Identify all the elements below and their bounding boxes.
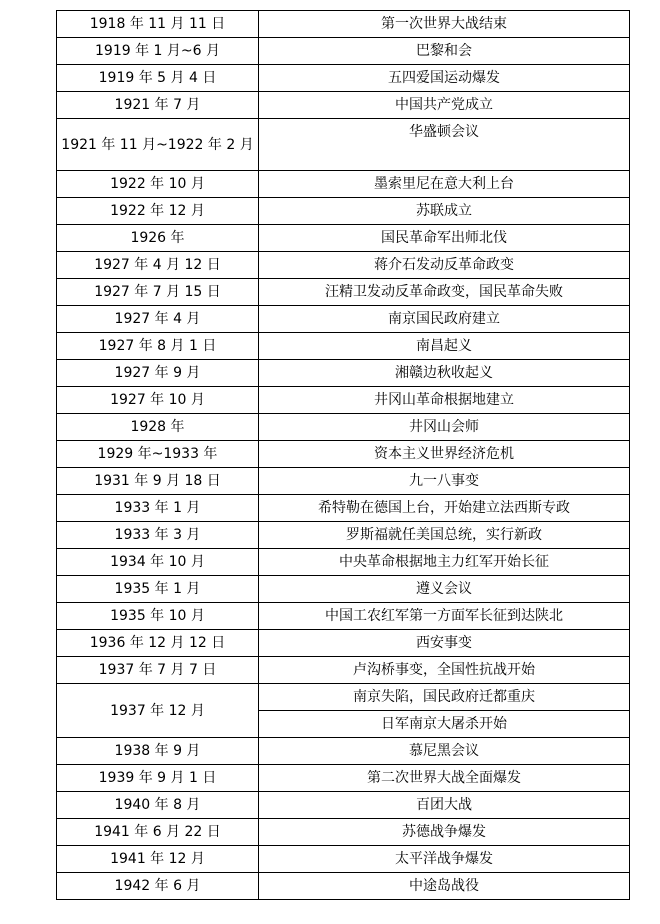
table-row (57, 576, 630, 603)
table-row (57, 846, 630, 873)
event-cell: 第二次世界大战全面爆发 (259, 765, 630, 792)
date-cell: 1927 年 4 月 12 日 (57, 252, 259, 279)
date-cell: 1921 年 7 月 (57, 92, 259, 119)
table-row (57, 225, 630, 252)
timeline-table (56, 10, 630, 900)
table-row (57, 171, 630, 198)
date-cell: 1938 年 9 月 (57, 738, 259, 765)
event-cell: 墨索里尼在意大利上台 (259, 171, 630, 198)
event-cell: 苏联成立 (259, 198, 630, 225)
event-cell: 太平洋战争爆发 (259, 846, 630, 873)
table-row (57, 38, 630, 65)
table-row (57, 92, 630, 119)
date-cell: 1937 年 12 月 (57, 684, 259, 738)
event-cell: 五四爱国运动爆发 (259, 65, 630, 92)
event-cell: 苏德战争爆发 (259, 819, 630, 846)
date-cell: 1934 年 10 月 (57, 549, 259, 576)
table-row (57, 252, 630, 279)
event-cell: 遵义会议 (259, 576, 630, 603)
event-cell: 湘赣边秋收起义 (259, 360, 630, 387)
table-row (57, 468, 630, 495)
table-row (57, 603, 630, 630)
event-cell: 中国工农红军第一方面军长征到达陕北 (259, 603, 630, 630)
event-cell: 卢沟桥事变，全国性抗战开始 (259, 657, 630, 684)
table-row (57, 765, 630, 792)
table-row (57, 441, 630, 468)
event-cell: 百团大战 (259, 792, 630, 819)
date-cell: 1928 年 (57, 414, 259, 441)
table-row (57, 333, 630, 360)
date-cell: 1933 年 1 月 (57, 495, 259, 522)
date-cell: 1941 年 6 月 22 日 (57, 819, 259, 846)
event-cell: 汪精卫发动反革命政变，国民革命失败 (259, 279, 630, 306)
table-row (57, 11, 630, 38)
date-cell: 1922 年 10 月 (57, 171, 259, 198)
event-cell: 九一八事变 (259, 468, 630, 495)
event-cell: 资本主义世界经济危机 (259, 441, 630, 468)
table-row (57, 873, 630, 900)
timeline-body (57, 11, 630, 900)
date-cell: 1940 年 8 月 (57, 792, 259, 819)
date-cell: 1921 年 11 月~1922 年 2 月 (57, 119, 259, 171)
date-cell: 1935 年 1 月 (57, 576, 259, 603)
date-cell: 1942 年 6 月 (57, 873, 259, 900)
event-cell: 国民革命军出师北伐 (259, 225, 630, 252)
table-row (57, 279, 630, 306)
table-row (57, 495, 630, 522)
table-row (57, 738, 630, 765)
date-cell: 1936 年 12 月 12 日 (57, 630, 259, 657)
event-cell: 第一次世界大战结束 (259, 11, 630, 38)
table-row (57, 819, 630, 846)
date-cell: 1927 年 7 月 15 日 (57, 279, 259, 306)
event-cell: 南京国民政府建立 (259, 306, 630, 333)
table-row (57, 684, 630, 711)
date-cell: 1927 年 8 月 1 日 (57, 333, 259, 360)
event-cell: 井冈山会师 (259, 414, 630, 441)
event-cell: 中途岛战役 (259, 873, 630, 900)
date-cell: 1929 年~1933 年 (57, 441, 259, 468)
date-cell: 1926 年 (57, 225, 259, 252)
event-cell: 西安事变 (259, 630, 630, 657)
table-row (57, 198, 630, 225)
event-cell: 中央革命根据地主力红军开始长征 (259, 549, 630, 576)
event-cell: 井冈山革命根据地建立 (259, 387, 630, 414)
date-cell: 1919 年 5 月 4 日 (57, 65, 259, 92)
table-row (57, 630, 630, 657)
table-row (57, 119, 630, 171)
event-cell: 蒋介石发动反革命政变 (259, 252, 630, 279)
event-cell: 南京失陷，国民政府迁都重庆 (259, 684, 630, 711)
table-row (57, 414, 630, 441)
table-row (57, 306, 630, 333)
event-cell: 希特勒在德国上台，开始建立法西斯专政 (259, 495, 630, 522)
event-cell: 巴黎和会 (259, 38, 630, 65)
date-cell: 1927 年 4 月 (57, 306, 259, 333)
table-row (57, 522, 630, 549)
table-row (57, 360, 630, 387)
date-cell: 1931 年 9 月 18 日 (57, 468, 259, 495)
date-cell: 1922 年 12 月 (57, 198, 259, 225)
date-cell: 1935 年 10 月 (57, 603, 259, 630)
date-cell: 1927 年 10 月 (57, 387, 259, 414)
date-cell: 1933 年 3 月 (57, 522, 259, 549)
event-cell: 中国共产党成立 (259, 92, 630, 119)
date-cell: 1919 年 1 月~6 月 (57, 38, 259, 65)
table-row (57, 549, 630, 576)
date-cell: 1941 年 12 月 (57, 846, 259, 873)
date-cell: 1939 年 9 月 1 日 (57, 765, 259, 792)
table-row (57, 792, 630, 819)
event-cell: 罗斯福就任美国总统，实行新政 (259, 522, 630, 549)
table-row (57, 387, 630, 414)
date-cell: 1937 年 7 月 7 日 (57, 657, 259, 684)
event-cell: 华盛顿会议 (259, 119, 630, 171)
event-cell: 日军南京大屠杀开始 (259, 711, 630, 738)
event-cell: 慕尼黑会议 (259, 738, 630, 765)
date-cell: 1927 年 9 月 (57, 360, 259, 387)
event-cell: 南昌起义 (259, 333, 630, 360)
date-cell: 1918 年 11 月 11 日 (57, 11, 259, 38)
table-row (57, 65, 630, 92)
table-row (57, 657, 630, 684)
